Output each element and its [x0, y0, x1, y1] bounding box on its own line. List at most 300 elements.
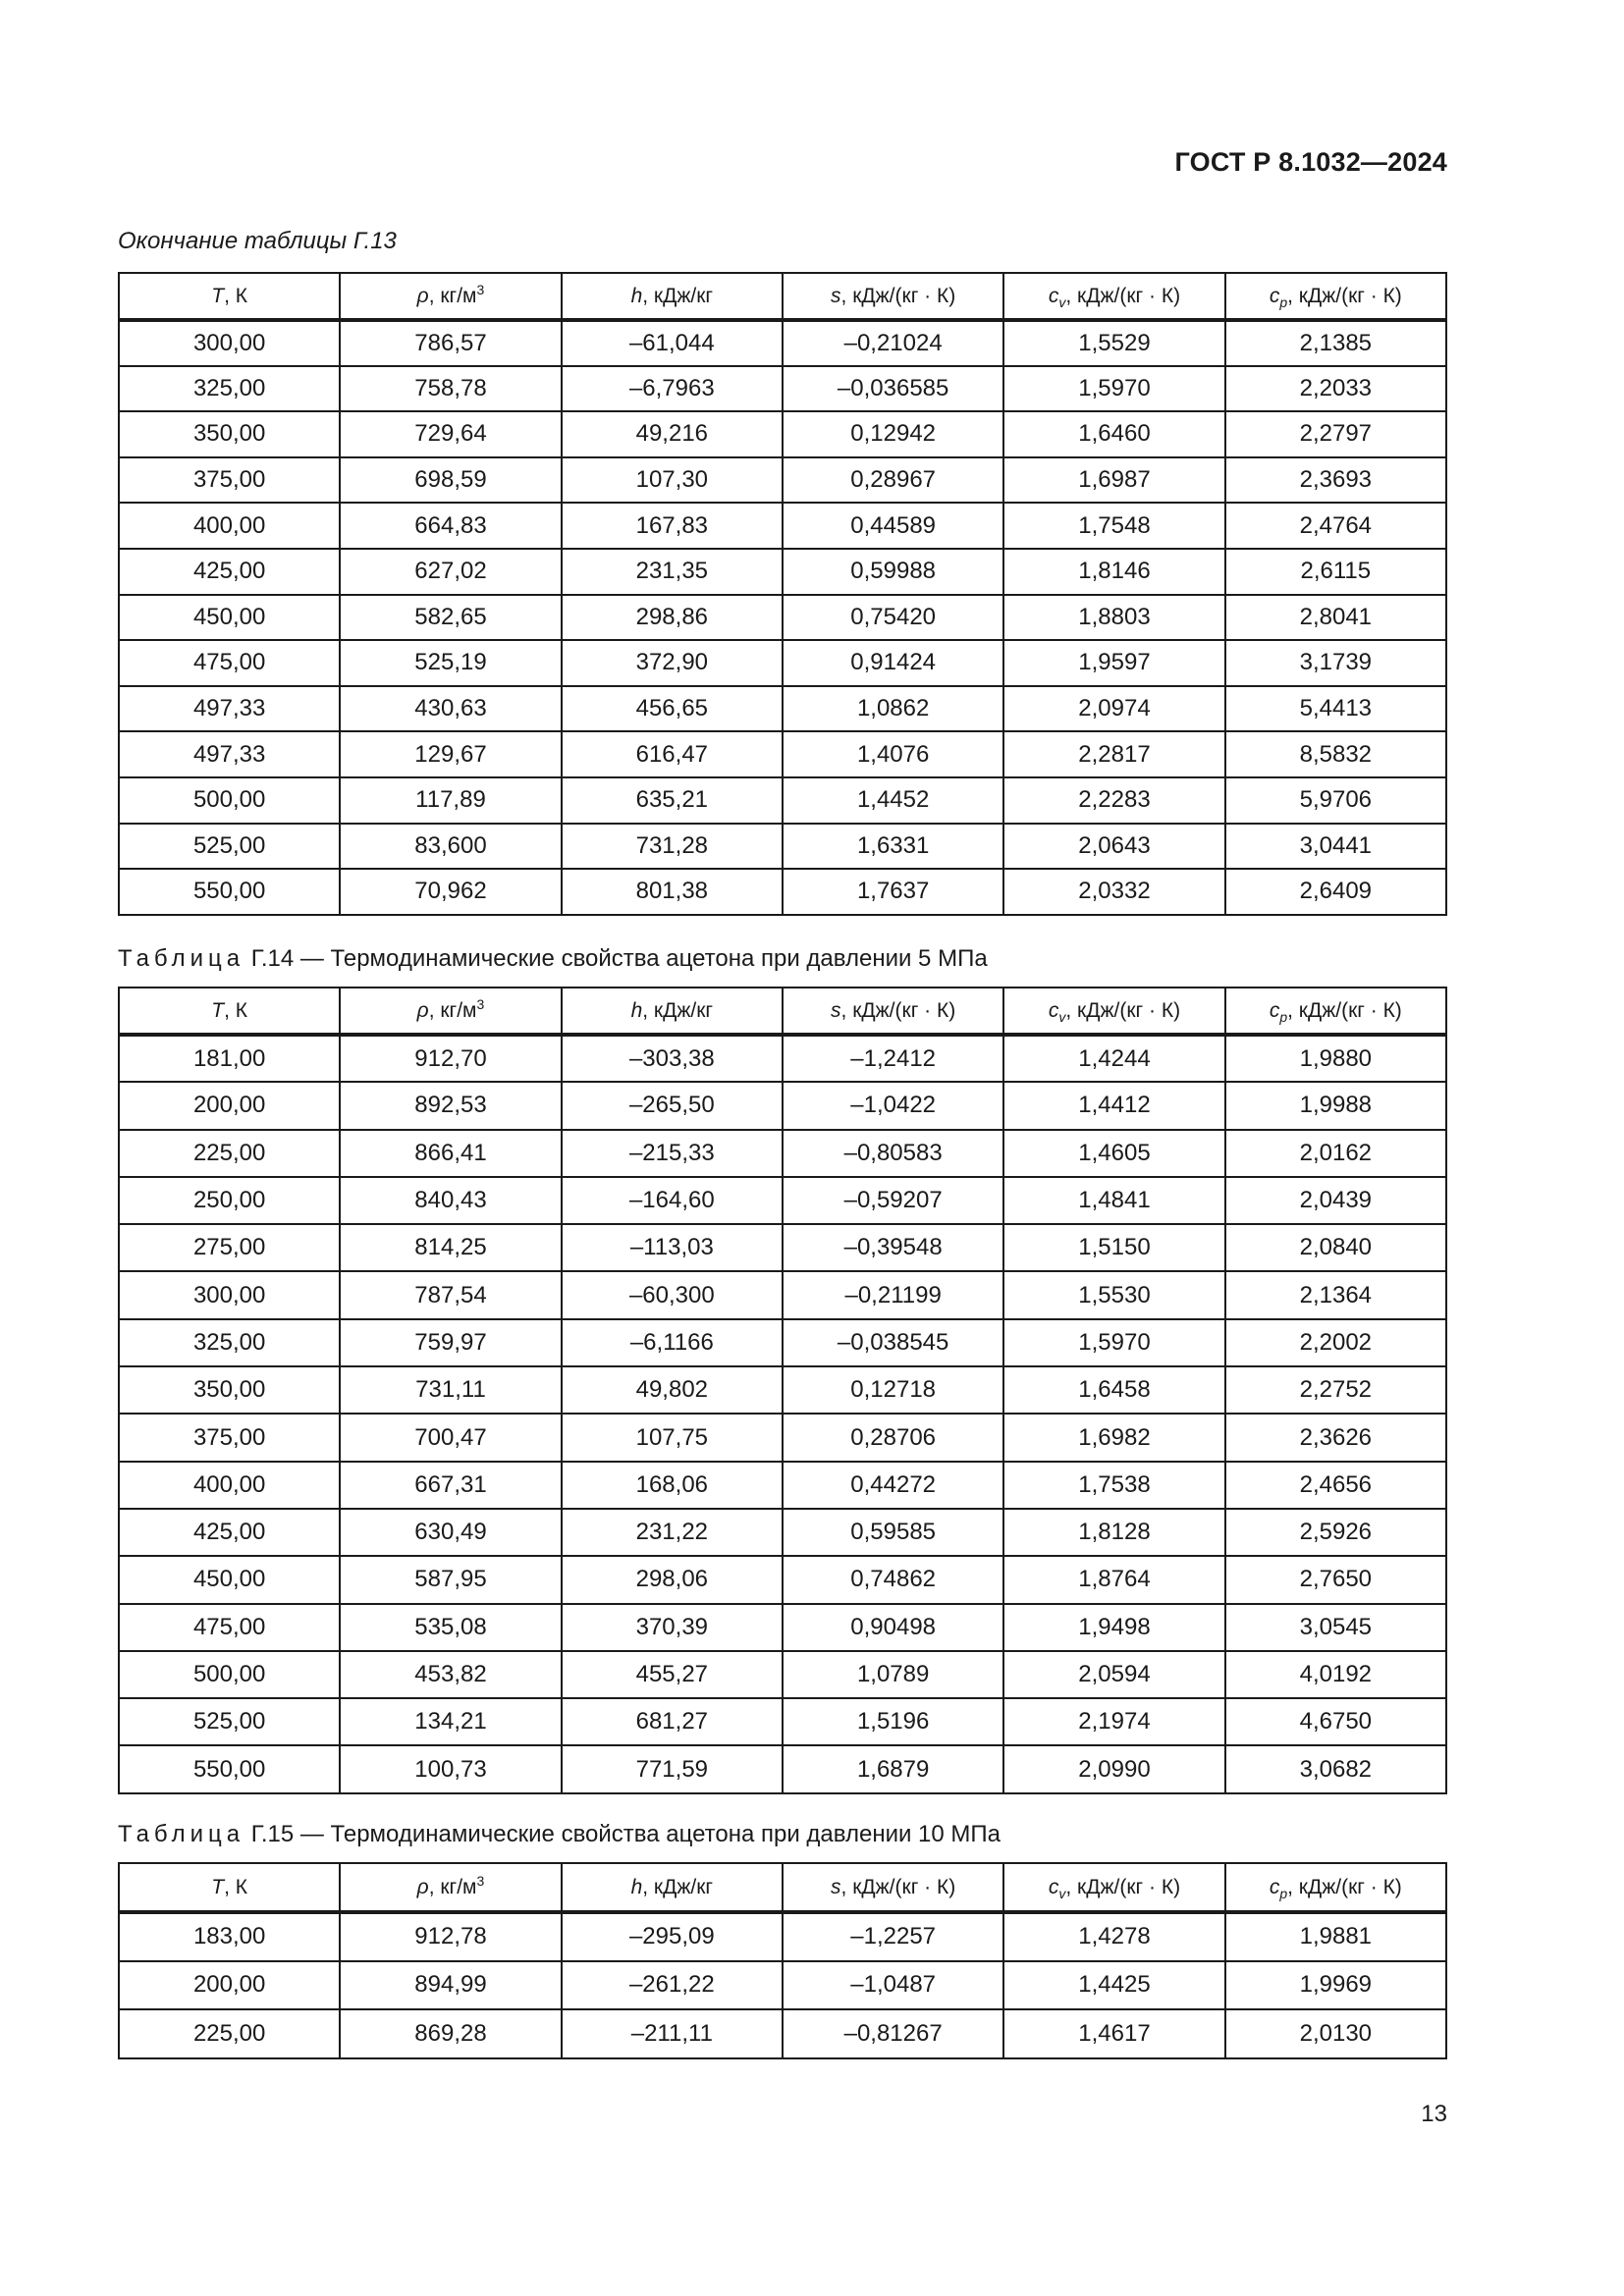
table-cell-s: 0,91424 [783, 640, 1003, 686]
table-cell-s: –0,21024 [783, 320, 1003, 366]
table-cell-T: 500,00 [119, 777, 340, 824]
table-cell-s: 0,12942 [783, 411, 1003, 457]
table-row [119, 457, 1446, 504]
table-cell-rho: 892,53 [340, 1082, 561, 1129]
column-subscript: v [1058, 1009, 1066, 1026]
table-row [119, 1604, 1446, 1651]
table-cell-cp: 4,6750 [1225, 1698, 1446, 1745]
table-cell-T: 200,00 [119, 1961, 340, 2010]
column-header-cv [1003, 273, 1224, 320]
table-cell-s: 1,4076 [783, 731, 1003, 777]
table-13-body [119, 320, 1446, 915]
table-cell-cv: 2,2283 [1003, 777, 1224, 824]
table-14-caption-label: Таблица [118, 945, 245, 972]
table-cell-T: 425,00 [119, 1509, 340, 1556]
table-row [119, 824, 1446, 870]
table-cell-cp: 2,0162 [1225, 1130, 1446, 1177]
column-header-cv [1003, 1863, 1224, 1912]
table-row [119, 1082, 1446, 1129]
table-cell-cv: 1,7538 [1003, 1462, 1224, 1509]
table-cell-T: 250,00 [119, 1177, 340, 1224]
column-unit: , кг/м [428, 285, 477, 307]
table-cell-h: 635,21 [562, 777, 783, 824]
table-cell-cv: 1,8128 [1003, 1509, 1224, 1556]
column-unit: , кДж/кг [642, 999, 714, 1022]
table-cell-rho: 129,67 [340, 731, 561, 777]
column-superscript: 3 [476, 996, 485, 1012]
table-cell-cp: 2,2797 [1225, 411, 1446, 457]
table-cell-s: 0,44589 [783, 503, 1003, 549]
table-cell-cv: 1,4841 [1003, 1177, 1224, 1224]
table-row [119, 1745, 1446, 1792]
table-15-body [119, 1912, 1446, 2058]
table-row [119, 640, 1446, 686]
table-row [119, 595, 1446, 641]
table-cell-cp: 8,5832 [1225, 731, 1446, 777]
table-cell-rho: 630,49 [340, 1509, 561, 1556]
table-cell-T: 225,00 [119, 2009, 340, 2058]
table-cell-s: 0,90498 [783, 1604, 1003, 1651]
table-cell-cv: 1,4605 [1003, 1130, 1224, 1177]
column-symbol: ρ [416, 285, 429, 307]
column-symbol: s [831, 999, 841, 1022]
table-cell-h: –215,33 [562, 1130, 783, 1177]
column-header-h [562, 1863, 783, 1912]
table-cell-h: 107,30 [562, 457, 783, 504]
table-cell-cp: 2,8041 [1225, 595, 1446, 641]
table-cell-T: 525,00 [119, 1698, 340, 1745]
table-cell-h: 681,27 [562, 1698, 783, 1745]
table-cell-rho: 667,31 [340, 1462, 561, 1509]
table-cell-cp: 2,2002 [1225, 1319, 1446, 1366]
table-cell-h: 370,39 [562, 1604, 783, 1651]
column-symbol: T [211, 285, 225, 307]
column-symbol: c [1269, 285, 1280, 307]
table-row [119, 1961, 1446, 2010]
table-cell-cv: 1,9597 [1003, 640, 1224, 686]
document-code: ГОСТ Р 8.1032—2024 [1174, 147, 1447, 177]
table-cell-h: –164,60 [562, 1177, 783, 1224]
table-cell-T: 400,00 [119, 503, 340, 549]
table-row [119, 1462, 1446, 1509]
table-cell-cp: 2,0840 [1225, 1224, 1446, 1271]
table-cell-rho: 698,59 [340, 457, 561, 504]
table-cell-cv: 1,4617 [1003, 2009, 1224, 2058]
table-cell-s: –1,2412 [783, 1035, 1003, 1082]
table-row [119, 1556, 1446, 1603]
table-cell-cp: 2,1364 [1225, 1271, 1446, 1318]
column-unit: , кДж/кг [642, 285, 714, 307]
column-unit: , кДж/(кг · К) [840, 285, 956, 307]
table-cell-h: 231,35 [562, 549, 783, 595]
table-cell-cv: 1,6458 [1003, 1366, 1224, 1414]
table-cell-cv: 1,6460 [1003, 411, 1224, 457]
table-cell-T: 425,00 [119, 549, 340, 595]
page-number: 13 [1421, 2101, 1447, 2127]
table-cell-s: 0,59988 [783, 549, 1003, 595]
table-13-header [119, 273, 1446, 320]
table-cell-s: –0,39548 [783, 1224, 1003, 1271]
table-cell-cv: 1,9498 [1003, 1604, 1224, 1651]
column-header-cv [1003, 988, 1224, 1035]
table-cell-cv: 2,2817 [1003, 731, 1224, 777]
table-cell-cv: 1,5530 [1003, 1271, 1224, 1318]
table-cell-cp: 2,6409 [1225, 869, 1446, 915]
column-header-s [783, 988, 1003, 1035]
table-row [119, 1271, 1446, 1318]
table-cell-s: –0,21199 [783, 1271, 1003, 1318]
table-cell-s: –0,038545 [783, 1319, 1003, 1366]
column-unit: , кг/м [428, 999, 477, 1022]
table-cell-s: 0,74862 [783, 1556, 1003, 1603]
table-cell-T: 275,00 [119, 1224, 340, 1271]
column-unit: , К [224, 1876, 248, 1898]
column-header-h [562, 273, 783, 320]
table-cell-h: 455,27 [562, 1651, 783, 1698]
table-cell-T: 497,33 [119, 686, 340, 732]
table-cell-cv: 1,5970 [1003, 1319, 1224, 1366]
column-unit: , кДж/(кг · К) [1287, 999, 1402, 1022]
table-cell-s: 1,4452 [783, 777, 1003, 824]
table-cell-s: –0,81267 [783, 2009, 1003, 2058]
table-cell-rho: 582,65 [340, 595, 561, 641]
table-cell-cv: 1,8764 [1003, 1556, 1224, 1603]
table-cell-T: 550,00 [119, 1745, 340, 1792]
table-cell-T: 181,00 [119, 1035, 340, 1082]
column-unit: , кДж/кг [642, 1876, 714, 1898]
table-cell-s: 0,12718 [783, 1366, 1003, 1414]
table-cell-h: –113,03 [562, 1224, 783, 1271]
table-cell-h: 49,216 [562, 411, 783, 457]
table-15-caption-label: Таблица [118, 1821, 245, 1847]
table-cell-T: 325,00 [119, 366, 340, 412]
table-cell-s: 1,6331 [783, 824, 1003, 870]
table-cell-cv: 1,5529 [1003, 320, 1224, 366]
table-cell-s: –0,80583 [783, 1130, 1003, 1177]
table-14-caption [118, 945, 988, 973]
table-cell-s: 1,6879 [783, 1745, 1003, 1792]
table-cell-cp: 2,2033 [1225, 366, 1446, 412]
table-cell-cp: 2,4656 [1225, 1462, 1446, 1509]
table-cell-T: 183,00 [119, 1912, 340, 1961]
table-row [119, 1130, 1446, 1177]
table-cell-cv: 2,0332 [1003, 869, 1224, 915]
table-cell-cp: 1,9969 [1225, 1961, 1446, 2010]
column-symbol: c [1269, 999, 1280, 1022]
table-cell-s: 1,5196 [783, 1698, 1003, 1745]
table-cell-cp: 4,0192 [1225, 1651, 1446, 1698]
table-15-caption-text: Г.15 — Термодинамические свойства ацетона при давлении 10 МПа [244, 1821, 1001, 1847]
table-cell-cp: 2,7650 [1225, 1556, 1446, 1603]
column-header-h [562, 988, 783, 1035]
table-14-header [119, 988, 1446, 1035]
table-15-caption [118, 1821, 1001, 1848]
table-row [119, 1651, 1446, 1698]
table-cell-rho: 912,78 [340, 1912, 561, 1961]
column-symbol: c [1048, 999, 1059, 1022]
table-15-header [119, 1863, 1446, 1912]
table-row [119, 1035, 1446, 1082]
table-14-caption-text: Г.14 — Термодинамические свойства ацетона при давлении 5 МПа [244, 945, 988, 972]
column-header-cp [1225, 988, 1446, 1035]
table-cell-T: 497,33 [119, 731, 340, 777]
column-unit: , кДж/(кг · К) [1287, 285, 1402, 307]
column-symbol: s [831, 1876, 841, 1898]
table-cell-cv: 1,5150 [1003, 1224, 1224, 1271]
header-row [119, 988, 1446, 1035]
table-cell-cv: 1,4244 [1003, 1035, 1224, 1082]
table-cell-h: 167,83 [562, 503, 783, 549]
table-row [119, 2009, 1446, 2058]
table-row [119, 869, 1446, 915]
table-row [119, 366, 1446, 412]
table-cell-h: –295,09 [562, 1912, 783, 1961]
table-cell-T: 500,00 [119, 1651, 340, 1698]
table-row [119, 1912, 1446, 1961]
table-row [119, 1224, 1446, 1271]
table-cell-s: –0,036585 [783, 366, 1003, 412]
table-cell-cv: 1,8803 [1003, 595, 1224, 641]
column-unit: , К [224, 285, 248, 307]
column-subscript: p [1279, 1009, 1288, 1026]
table-cell-h: 298,86 [562, 595, 783, 641]
column-symbol: T [211, 999, 225, 1022]
table-cell-s: 1,0789 [783, 1651, 1003, 1698]
table-cell-cp: 3,0682 [1225, 1745, 1446, 1792]
table-row [119, 731, 1446, 777]
table-cell-rho: 912,70 [340, 1035, 561, 1082]
table-cell-T: 400,00 [119, 1462, 340, 1509]
table-cell-rho: 869,28 [340, 2009, 561, 2058]
table-cell-cv: 1,4425 [1003, 1961, 1224, 2010]
table-cell-cv: 2,1974 [1003, 1698, 1224, 1745]
column-header-T [119, 273, 340, 320]
table-cell-s: 0,44272 [783, 1462, 1003, 1509]
table-cell-s: 0,28706 [783, 1414, 1003, 1461]
table-cell-s: –1,0487 [783, 1961, 1003, 2010]
table-cell-cp: 3,1739 [1225, 640, 1446, 686]
table-cell-s: 0,59585 [783, 1509, 1003, 1556]
table-cell-cp: 1,9988 [1225, 1082, 1446, 1129]
table-cell-s: –1,0422 [783, 1082, 1003, 1129]
table-cell-rho: 787,54 [340, 1271, 561, 1318]
table-cell-cv: 1,6987 [1003, 457, 1224, 504]
table-cell-rho: 700,47 [340, 1414, 561, 1461]
table-row [119, 1177, 1446, 1224]
column-header-T [119, 1863, 340, 1912]
table-cell-T: 525,00 [119, 824, 340, 870]
column-header-T [119, 988, 340, 1035]
table-cell-rho: 117,89 [340, 777, 561, 824]
column-symbol: c [1269, 1876, 1280, 1898]
table-cell-T: 200,00 [119, 1082, 340, 1129]
table-cell-h: –211,11 [562, 2009, 783, 2058]
table-row [119, 549, 1446, 595]
column-header-rho [340, 988, 561, 1035]
table-cell-h: 801,38 [562, 869, 783, 915]
column-symbol: h [630, 999, 643, 1022]
column-subscript: v [1058, 294, 1066, 311]
table-cell-cp: 5,4413 [1225, 686, 1446, 732]
column-header-s [783, 273, 1003, 320]
column-unit: , кДж/(кг · К) [840, 999, 956, 1022]
table-cell-cp: 2,5926 [1225, 1509, 1446, 1556]
table-cell-h: –303,38 [562, 1035, 783, 1082]
table-row [119, 1414, 1446, 1461]
table-cell-rho: 525,19 [340, 640, 561, 686]
table-cell-cv: 2,0990 [1003, 1745, 1224, 1792]
table-cell-cp: 2,1385 [1225, 320, 1446, 366]
table-14 [118, 987, 1447, 1794]
table-cell-h: 731,28 [562, 824, 783, 870]
table-cell-rho: 134,21 [340, 1698, 561, 1745]
table-cell-rho: 587,95 [340, 1556, 561, 1603]
table-cell-h: 49,802 [562, 1366, 783, 1414]
table-cell-T: 475,00 [119, 1604, 340, 1651]
column-symbol: T [211, 1876, 225, 1898]
table-cell-h: 168,06 [562, 1462, 783, 1509]
column-symbol: c [1048, 1876, 1059, 1898]
table-14-body [119, 1035, 1446, 1793]
table-cell-rho: 786,57 [340, 320, 561, 366]
table-cell-rho: 83,600 [340, 824, 561, 870]
header-row [119, 273, 1446, 320]
table-cell-s: 0,75420 [783, 595, 1003, 641]
table-cell-T: 225,00 [119, 1130, 340, 1177]
table-cell-h: 231,22 [562, 1509, 783, 1556]
column-unit: , кДж/(кг · К) [1065, 999, 1181, 1022]
table-cell-cv: 1,7548 [1003, 503, 1224, 549]
column-header-cp [1225, 273, 1446, 320]
table-cell-rho: 758,78 [340, 366, 561, 412]
column-symbol: h [630, 285, 643, 307]
table-cell-T: 350,00 [119, 411, 340, 457]
table-cell-cp: 3,0441 [1225, 824, 1446, 870]
table-cell-cp: 5,9706 [1225, 777, 1446, 824]
column-symbol: s [831, 285, 841, 307]
table-cell-h: 372,90 [562, 640, 783, 686]
column-header-cp [1225, 1863, 1446, 1912]
column-superscript: 3 [476, 1873, 485, 1889]
table-cell-rho: 453,82 [340, 1651, 561, 1698]
table-cell-cv: 1,4278 [1003, 1912, 1224, 1961]
table-cell-rho: 627,02 [340, 549, 561, 595]
column-unit: , кДж/(кг · К) [840, 1876, 956, 1898]
table-cell-cp: 2,3626 [1225, 1414, 1446, 1461]
table-cell-h: 616,47 [562, 731, 783, 777]
table-cell-rho: 535,08 [340, 1604, 561, 1651]
table-cell-s: 1,7637 [783, 869, 1003, 915]
column-subscript: v [1058, 1886, 1066, 1902]
column-unit: , кДж/(кг · К) [1065, 1876, 1181, 1898]
table-cell-T: 475,00 [119, 640, 340, 686]
table-cell-h: –265,50 [562, 1082, 783, 1129]
table-row [119, 1319, 1446, 1366]
table-cell-s: 0,28967 [783, 457, 1003, 504]
table-cell-T: 375,00 [119, 457, 340, 504]
table-cell-cp: 3,0545 [1225, 1604, 1446, 1651]
table-cell-h: –60,300 [562, 1271, 783, 1318]
table-cell-rho: 894,99 [340, 1961, 561, 2010]
table-cell-rho: 729,64 [340, 411, 561, 457]
table-cell-cp: 2,6115 [1225, 549, 1446, 595]
table-cell-cv: 1,5970 [1003, 366, 1224, 412]
column-subscript: p [1279, 1886, 1288, 1902]
table-cell-T: 375,00 [119, 1414, 340, 1461]
column-header-rho [340, 273, 561, 320]
table-cell-rho: 731,11 [340, 1366, 561, 1414]
table-cell-cp: 2,3693 [1225, 457, 1446, 504]
column-symbol: ρ [416, 1876, 429, 1898]
table-row [119, 1698, 1446, 1745]
table-cell-cp: 2,0130 [1225, 2009, 1446, 2058]
table-cell-h: –6,1166 [562, 1319, 783, 1366]
table-cell-h: –6,7963 [562, 366, 783, 412]
table-cell-cv: 2,0643 [1003, 824, 1224, 870]
table-cell-s: –0,59207 [783, 1177, 1003, 1224]
table-cell-cp: 1,9881 [1225, 1912, 1446, 1961]
table-cell-rho: 840,43 [340, 1177, 561, 1224]
table-cell-h: –261,22 [562, 1961, 783, 2010]
table-row [119, 320, 1446, 366]
table-cell-h: 107,75 [562, 1414, 783, 1461]
column-subscript: p [1279, 294, 1288, 311]
column-superscript: 3 [476, 282, 485, 297]
table-cell-cv: 2,0594 [1003, 1651, 1224, 1698]
table-cell-rho: 759,97 [340, 1319, 561, 1366]
column-unit: , К [224, 999, 248, 1022]
table-cell-h: 298,06 [562, 1556, 783, 1603]
column-unit: , кДж/(кг · К) [1065, 285, 1181, 307]
table-cell-cp: 2,0439 [1225, 1177, 1446, 1224]
table-cell-h: –61,044 [562, 320, 783, 366]
column-symbol: c [1048, 285, 1059, 307]
table-cell-T: 450,00 [119, 595, 340, 641]
table-cell-h: 771,59 [562, 1745, 783, 1792]
column-header-s [783, 1863, 1003, 1912]
table-cell-cv: 2,0974 [1003, 686, 1224, 732]
table-cell-rho: 100,73 [340, 1745, 561, 1792]
table-cell-cp: 2,2752 [1225, 1366, 1446, 1414]
table-cell-rho: 664,83 [340, 503, 561, 549]
table-cell-T: 550,00 [119, 869, 340, 915]
table-cell-cv: 1,4412 [1003, 1082, 1224, 1129]
column-symbol: h [630, 1876, 643, 1898]
table-cell-rho: 866,41 [340, 1130, 561, 1177]
table-cell-rho: 814,25 [340, 1224, 561, 1271]
column-symbol: ρ [416, 999, 429, 1022]
table-cell-T: 450,00 [119, 1556, 340, 1603]
table-row [119, 1509, 1446, 1556]
table-row [119, 686, 1446, 732]
table-cell-s: –1,2257 [783, 1912, 1003, 1961]
table-cell-T: 300,00 [119, 1271, 340, 1318]
table-15 [118, 1862, 1447, 2059]
table-cell-T: 325,00 [119, 1319, 340, 1366]
table-cell-T: 350,00 [119, 1366, 340, 1414]
table-row [119, 1366, 1446, 1414]
table-row [119, 777, 1446, 824]
table-row [119, 503, 1446, 549]
header-row [119, 1863, 1446, 1912]
column-header-rho [340, 1863, 561, 1912]
column-unit: , кг/м [428, 1876, 477, 1898]
table-cell-cv: 1,6982 [1003, 1414, 1224, 1461]
table-13 [118, 272, 1447, 916]
table-cell-rho: 430,63 [340, 686, 561, 732]
table-cell-h: 456,65 [562, 686, 783, 732]
table-cell-cv: 1,8146 [1003, 549, 1224, 595]
